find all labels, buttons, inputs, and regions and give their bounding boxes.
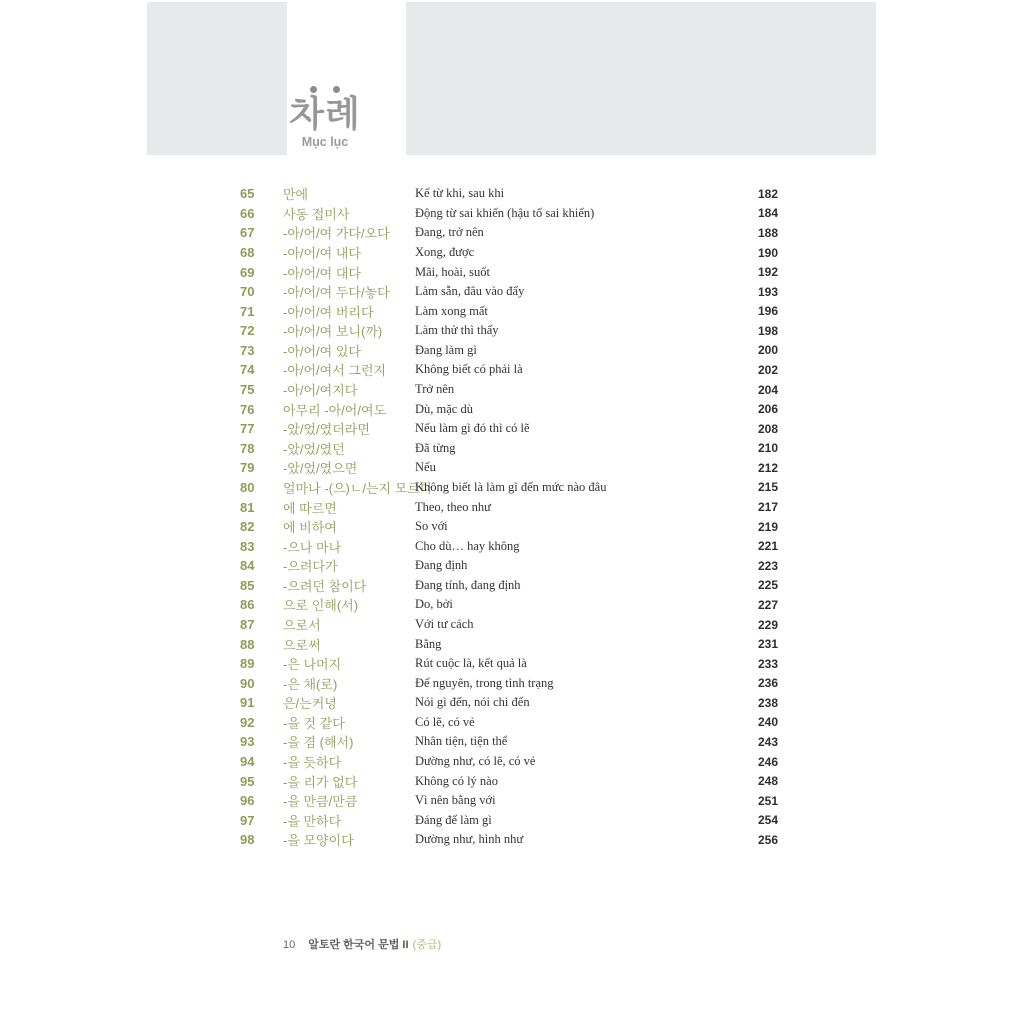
entry-page-number: 184 (757, 206, 778, 221)
entry-korean-grammar: -아/어/여 내다 (283, 246, 361, 262)
toc-entry-row (240, 380, 778, 400)
toc-entry-row (240, 752, 778, 772)
entry-korean-grammar: -을 리가 없다 (283, 774, 358, 790)
toc-entry-row (240, 321, 778, 341)
entry-number: 82 (240, 519, 255, 535)
entry-korean-grammar: 으로서 (283, 618, 321, 633)
entry-vietnamese-meaning: Đã từng (415, 440, 456, 455)
entry-korean-grammar: -은 나머지 (283, 657, 342, 673)
entry-number: 81 (240, 499, 255, 515)
entry-number: 94 (240, 754, 255, 770)
entry-number: 92 (240, 714, 255, 730)
entry-vietnamese-meaning: Đáng để làm gì (415, 812, 492, 827)
entry-page-number: 204 (757, 382, 778, 397)
entry-vietnamese-meaning: Làm thử thì thấy (415, 323, 499, 338)
entry-vietnamese-meaning: Với tư cách (415, 617, 474, 631)
entry-korean-grammar: -으나 마나 (283, 539, 342, 555)
entry-number: 86 (240, 597, 255, 613)
entry-page-number: 208 (757, 421, 778, 436)
toc-entry-row (240, 204, 778, 224)
entry-vietnamese-meaning: Làm xong mất (415, 303, 488, 318)
entry-number: 93 (240, 734, 255, 750)
toc-entry-row (240, 458, 778, 478)
toc-entry-row (240, 341, 778, 361)
toc-entry-row (240, 301, 778, 321)
entry-vietnamese-meaning: Không biết có phải là (415, 362, 523, 377)
entry-vietnamese-meaning: Đang định (415, 558, 468, 573)
entry-vietnamese-meaning: Dường như, có lẽ, có vẻ (415, 754, 536, 769)
entry-korean-grammar: 으로 인해(서) (283, 598, 359, 614)
entry-page-number: 246 (757, 754, 778, 769)
header-gray-block-right (406, 2, 876, 155)
toc-entry-row (240, 576, 778, 596)
entry-vietnamese-meaning: Mãi, hoài, suốt (415, 264, 490, 279)
entry-vietnamese-meaning: Do, bởi (415, 597, 453, 612)
toc-entry-row (240, 262, 778, 282)
entry-page-number: 225 (757, 578, 778, 593)
entry-vietnamese-meaning: Theo, theo như (415, 499, 491, 514)
toc-entry-row (240, 595, 778, 615)
entry-vietnamese-meaning: Không biết là làm gì đến mức nào đâu (415, 479, 607, 494)
entry-number: 89 (240, 656, 255, 672)
toc-title-block (277, 86, 373, 149)
entry-vietnamese-meaning: Trở nên (415, 382, 455, 397)
toc-entry-row (240, 615, 778, 635)
entry-korean-grammar: -을 만하다 (283, 813, 342, 829)
entry-vietnamese-meaning: Không có lý nào (415, 773, 498, 788)
entry-page-number: 217 (757, 500, 778, 515)
entry-page-number: 229 (757, 617, 778, 632)
entry-page-number: 227 (757, 597, 778, 612)
entry-page-number: 233 (757, 656, 778, 671)
entry-number: 87 (240, 617, 255, 632)
toc-entry-row (240, 634, 778, 654)
toc-entry-row (240, 497, 778, 517)
entry-vietnamese-meaning: Cho dù… hay không (415, 538, 520, 553)
entry-korean-grammar: -을 듯하다 (283, 755, 342, 771)
entry-vietnamese-meaning: Làm sẵn, đâu vào đấy (415, 284, 525, 299)
entry-korean-grammar: 에 비하여 (283, 520, 337, 536)
footer-page-number: 10 (283, 939, 296, 951)
entry-vietnamese-meaning: Nếu làm gì đó thì có lẽ (415, 421, 530, 436)
entry-number: 85 (240, 577, 255, 593)
entry-number: 73 (240, 342, 255, 358)
entry-korean-grammar: -으려다가 (283, 559, 338, 575)
toc-entry-row (240, 360, 778, 380)
entry-korean-grammar: -았/었/였던 (283, 441, 345, 457)
entry-korean-grammar: -아/어/여 보니(까) (283, 324, 383, 340)
entry-vietnamese-meaning: Vì nên bằng với (415, 793, 496, 808)
entry-vietnamese-meaning: Dường như, hình như (415, 832, 524, 847)
entry-number: 77 (240, 421, 255, 437)
footer-level-badge: (중급) (412, 939, 442, 951)
entry-page-number: 238 (757, 695, 778, 710)
entry-page-number: 254 (757, 813, 778, 828)
entry-vietnamese-meaning: Xong, được (415, 245, 475, 260)
entry-korean-grammar: -으려던 참이다 (283, 578, 367, 594)
entry-number: 74 (240, 362, 255, 378)
entry-vietnamese-meaning: Đang làm gì (415, 342, 477, 357)
entry-page-number: 206 (757, 402, 778, 417)
header-gray-block-left (147, 2, 287, 155)
toc-entry-row (240, 536, 778, 556)
entry-page-number: 248 (757, 774, 778, 789)
entry-korean-grammar: 얼마나 -(으)ㄴ/는지 모르다 (283, 480, 433, 496)
entry-korean-grammar: 에 따르면 (283, 500, 337, 516)
entry-korean-grammar: -았/었/였으면 (283, 461, 358, 477)
entry-number: 75 (240, 382, 255, 398)
entry-number: 84 (240, 558, 255, 574)
entry-page-number: 188 (757, 225, 778, 240)
page-footer (283, 936, 441, 952)
entry-number: 69 (240, 264, 255, 280)
entry-number: 90 (240, 675, 255, 691)
toc-entry-row (240, 791, 778, 811)
entry-number: 80 (240, 479, 255, 495)
entry-vietnamese-meaning: Có lẽ, có vẻ (415, 714, 475, 729)
entry-page-number: 219 (757, 519, 778, 534)
entry-vietnamese-meaning: Dù, mặc dù (415, 401, 473, 416)
entry-page-number: 215 (757, 480, 778, 495)
toc-entry-row (240, 693, 778, 713)
entry-korean-grammar: -을 모양이다 (283, 833, 354, 849)
entry-vietnamese-meaning: Rút cuộc là, kết quả là (415, 656, 527, 671)
toc-entry-row (240, 282, 778, 302)
entry-korean-grammar: -아/어/여 두다/놓다 (283, 285, 390, 301)
entry-page-number: 200 (757, 343, 778, 358)
entry-number: 95 (240, 773, 255, 789)
entry-number: 78 (240, 440, 255, 456)
toc-entry-row (240, 439, 778, 459)
toc-entry-row (240, 184, 778, 204)
entry-page-number: 223 (757, 558, 778, 573)
entry-vietnamese-meaning: Nhân tiện, tiện thể (415, 734, 508, 749)
toc-title-korean: 차례 (289, 93, 361, 134)
entry-korean-grammar: -을 만큼/만큼 (283, 794, 358, 810)
entry-korean-grammar: -아/어/여 버리다 (283, 304, 374, 320)
entry-korean-grammar: -아/어/여 가다/오다 (283, 226, 390, 242)
entry-number: 91 (240, 695, 255, 711)
toc-list (240, 184, 778, 850)
entry-vietnamese-meaning: Đang tính, đang định (415, 577, 521, 592)
entry-page-number: 251 (757, 793, 778, 808)
entry-number: 70 (240, 284, 255, 300)
entry-korean-grammar: 은/는커녕 (283, 696, 337, 712)
entry-korean-grammar: -아/어/여지다 (283, 383, 358, 399)
entry-korean-grammar: -을 것 같다 (283, 715, 345, 731)
toc-entry-row (240, 419, 778, 439)
entry-number: 71 (240, 303, 255, 319)
entry-number: 67 (240, 225, 255, 241)
entry-page-number: 182 (757, 186, 778, 201)
entry-number: 97 (240, 812, 255, 828)
dot-icon (333, 86, 340, 93)
toc-entry-row (240, 771, 778, 791)
entry-page-number: 192 (757, 265, 778, 280)
entry-korean-grammar: -아/어/여 대다 (283, 265, 361, 281)
entry-number: 72 (240, 323, 255, 339)
toc-entry-row (240, 243, 778, 263)
entry-page-number: 190 (757, 245, 778, 260)
entry-page-number: 256 (757, 832, 778, 847)
entry-number: 66 (240, 205, 255, 221)
entry-page-number: 240 (757, 715, 778, 730)
entry-number: 65 (240, 186, 255, 202)
entry-page-number: 198 (757, 323, 778, 338)
entry-page-number: 212 (757, 460, 778, 475)
footer-book-title: 알토란 한국어 문법 II (308, 939, 409, 951)
entry-number: 98 (240, 832, 255, 848)
entry-number: 68 (240, 245, 255, 261)
entry-page-number: 231 (757, 637, 778, 652)
toc-entry-row (240, 654, 778, 674)
toc-entry-row (240, 732, 778, 752)
entry-number: 96 (240, 793, 255, 809)
toc-entry-row (240, 673, 778, 693)
entry-number: 88 (240, 636, 255, 652)
entry-korean-grammar: 사동 접미사 (283, 206, 350, 222)
entry-vietnamese-meaning: So với (415, 519, 448, 534)
toc-entry-row (240, 830, 778, 850)
entry-number: 83 (240, 538, 255, 554)
entry-vietnamese-meaning: Bằng (415, 636, 442, 651)
entry-korean-grammar: -았/었/였더라면 (283, 422, 370, 438)
entry-number: 76 (240, 401, 255, 417)
entry-korean-grammar: 만에 (283, 187, 309, 203)
entry-vietnamese-meaning: Nếu (415, 460, 436, 475)
toc-title-vietnamese: Mục lục (301, 135, 349, 149)
entry-korean-grammar: -아/어/여 있다 (283, 343, 361, 359)
toc-entry-row (240, 223, 778, 243)
entry-vietnamese-meaning: Kể từ khi, sau khi (415, 186, 505, 201)
entry-vietnamese-meaning: Nói gì đến, nói chi đến (415, 695, 530, 710)
entry-korean-grammar: 으로써 (283, 637, 321, 653)
toc-entry-row (240, 399, 778, 419)
entry-vietnamese-meaning: Để nguyên, trong tình trạng (415, 675, 554, 690)
entry-korean-grammar: -은 채(로) (283, 676, 338, 692)
dot-icon (310, 86, 317, 93)
entry-korean-grammar: -아/어/여서 그런지 (283, 363, 387, 379)
entry-page-number: 196 (757, 304, 778, 319)
entry-page-number: 221 (757, 539, 778, 554)
entry-vietnamese-meaning: Đang, trở nên (415, 225, 484, 240)
toc-entry-row (240, 713, 778, 733)
entry-number: 79 (240, 460, 255, 476)
entry-page-number: 210 (757, 441, 778, 456)
entry-page-number: 202 (757, 362, 778, 377)
entry-page-number: 236 (757, 676, 778, 691)
toc-entry-row (240, 811, 778, 831)
toc-entry-row (240, 556, 778, 576)
title-decoration-dots (310, 86, 340, 93)
entry-korean-grammar: 아무리 -아/어/여도 (283, 402, 387, 418)
entry-vietnamese-meaning: Động từ sai khiến (hậu tố sai khiến) (415, 205, 595, 220)
entry-korean-grammar: -을 겸 (해서) (283, 735, 354, 751)
entry-page-number: 193 (757, 284, 778, 299)
entry-page-number: 243 (757, 734, 778, 749)
toc-entry-row (240, 517, 778, 537)
toc-entry-row (240, 478, 778, 498)
